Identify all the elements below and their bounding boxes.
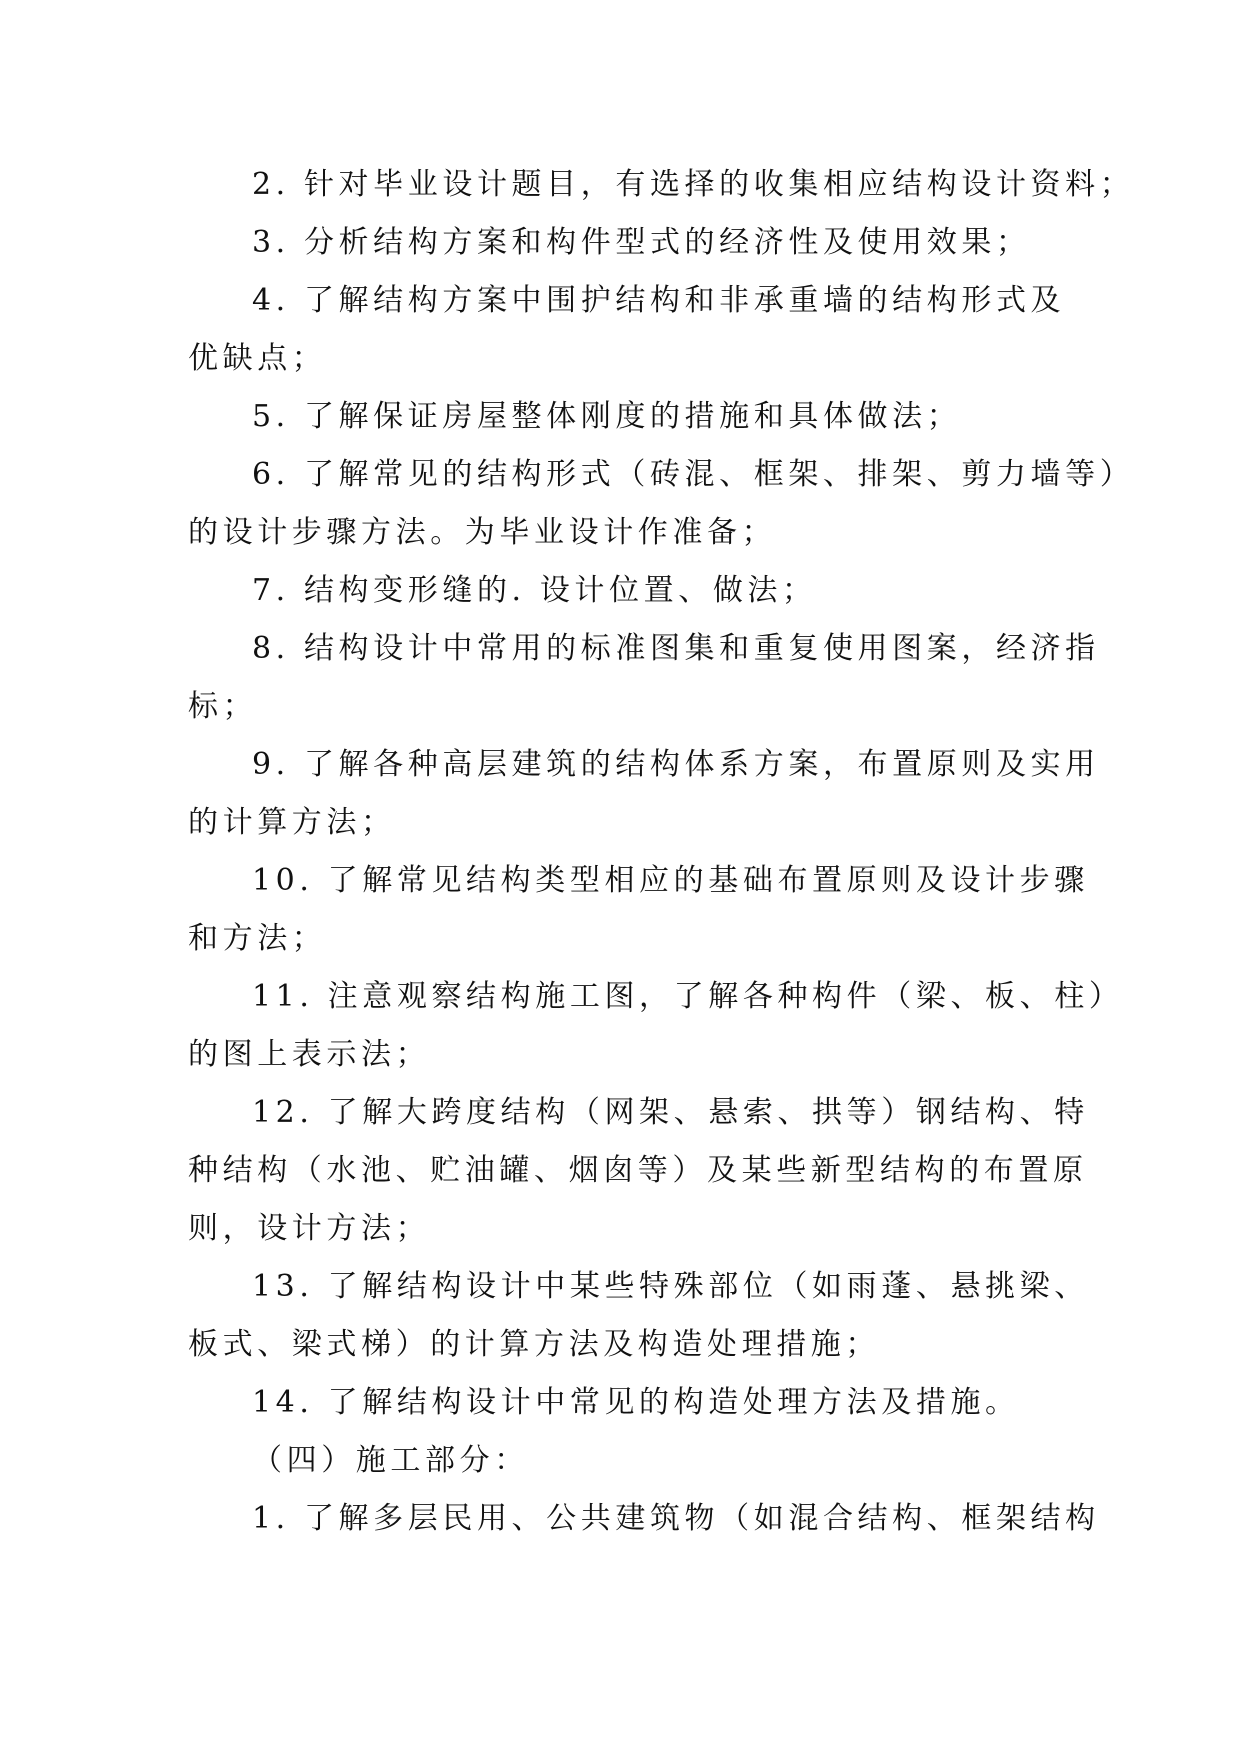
item-6-line: 6. 了解常见的结构形式（砖混、框架、排架、剪力墙等） [252,457,1135,492]
item-9-line: 9. 了解各种高层建筑的结构体系方案，布置原则及实用 [252,747,1100,782]
item-7-line: 7. 结构变形缝的. 设计位置、做法； [252,573,817,608]
item-3-line: 3. 分析结构方案和构件型式的经济性及使用效果； [252,225,1031,260]
item-4-continuation: 优缺点； [188,341,327,376]
item-13-line: 13. 了解结构设计中某些特殊部位（如雨蓬、悬挑梁、 [252,1269,1089,1304]
item-13-continuation: 板式、梁式梯）的计算方法及构造处理措施； [188,1327,880,1362]
item-12-continuation-1: 种结构（水池、贮油罐、烟囱等）及某些新型结构的布置原 [188,1153,1088,1188]
item-8-continuation: 标； [188,689,258,724]
construction-item-1-line: 1. 了解多层民用、公共建筑物（如混合结构、框架结构 [252,1501,1100,1536]
item-10-line: 10. 了解常见结构类型相应的基础布置原则及设计步骤 [252,863,1089,898]
item-5-line: 5. 了解保证房屋整体刚度的措施和具体做法； [252,399,962,434]
item-11-line: 11. 注意观察结构施工图，了解各种构件（梁、板、柱） [252,979,1124,1014]
item-4-line: 4. 了解结构方案中围护结构和非承重墙的结构形式及 [252,283,1066,318]
section-heading-construction: （四）施工部分： [252,1443,529,1478]
item-12-continuation-2: 则，设计方法； [188,1211,431,1246]
item-11-continuation: 的图上表示法； [188,1037,431,1072]
item-2-line: 2. 针对毕业设计题目，有选择的收集相应结构设计资料； [252,167,1135,202]
item-9-continuation: 的计算方法； [188,805,396,840]
item-14-line: 14. 了解结构设计中常见的构造处理方法及措施。 [252,1385,1020,1420]
item-8-line: 8. 结构设计中常用的标准图集和重复使用图案，经济指 [252,631,1100,666]
item-10-continuation: 和方法； [188,921,327,956]
item-6-continuation: 的设计步骤方法。为毕业设计作准备； [188,515,777,550]
item-12-line: 12. 了解大跨度结构（网架、悬索、拱等）钢结构、特 [252,1095,1089,1130]
